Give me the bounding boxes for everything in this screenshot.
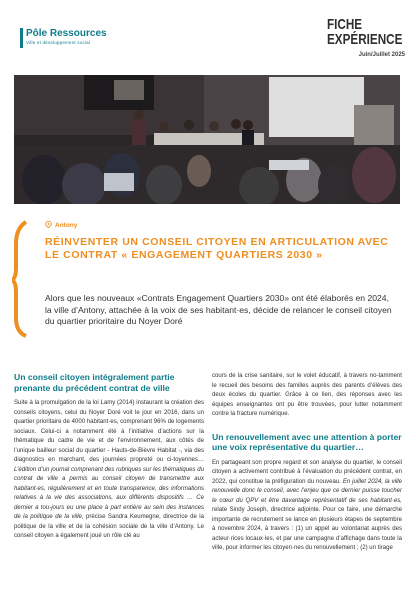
article-title: RÉINVENTER UN CONSEIL CITOYEN EN ARTICULATION AVEC LE CONTRAT « ENGAGEMENT QUARTIERS 2030 » bbox=[45, 236, 389, 261]
orange-brace-decoration bbox=[12, 218, 30, 338]
location-pin-icon bbox=[45, 221, 52, 228]
meeting-photo-illustration bbox=[14, 75, 400, 204]
right-column bbox=[212, 372, 402, 554]
article-intro: Alors que les nouveaux «Contrats Engagement Quartiers 2030» ont été élaborés en 2024, la ville d’Antony, attachée à la voix de ses habitant·es, décide de relancer le conseil citoyen du quartier prioritaire du Noyer Doré bbox=[45, 293, 392, 326]
section-1-continuation: cours de la crise sanitaire, sur le volet éducatif, à travers no-tamment le recueil des besoins des familles auprès des parents d’élèves des deux écoles du quartier. Grâce à ce lien, des réponses avec les équipes enseignantes ont pu être trouvées, pour lutter notamment contre la fracture numérique. bbox=[212, 373, 402, 417]
left-column bbox=[14, 372, 204, 542]
document-type bbox=[327, 17, 405, 63]
pole-ressources-logo bbox=[20, 26, 120, 52]
section-2-paragraph bbox=[212, 459, 402, 554]
section-2-text-tail: relate Sindy Joseph, directrice adjointe. Pour ce faire, une démarche importante de recrutement se lance en plusieurs étapes de septembre à novembre 2024, à travers : (1) un appel au volontariat auprès des acteur·rices locaux·les, et par une campagne d’affichage dans toute la ville, pour informer les citoyen·nes du renouvellement ; (2) un tirage bbox=[212, 507, 402, 551]
location-label: Antony bbox=[55, 222, 78, 229]
section-2-quote: En juillet 2024, la ville renouvelle donc le conseil, avec l’enjeu que ce dernier puisse toucher le cœur du QPV et être davantage représentatif de ses habitant·es, bbox=[212, 478, 402, 504]
doc-type-line2: EXPÉRIENCE bbox=[327, 31, 403, 48]
section-1-quote: L’édition d’un journal comprenant des rubriques sur les thématiques du contrat de ville a permis au conseil citoyen de transmettre aux habitant·es, régulièrement et en toute transparence, des informations relatives à la vie des associations, aux différents dispositifs … Ce dernier a tou-jours eu une place à part entière au sein des instances de la politique de la ville, bbox=[14, 466, 204, 520]
section-1-text: Suite à la promulgation de la loi Lamy (2014) instaurant la création des conseils citoyens, celui du Noyer Doré voit le jour en 2016, dans un quartier prioritaire de 4000 habitant·es, comprenant 96% de logements sociaux. Celui-ci a notamment été à l’initiative d’actions sur la thématique du cadre de vie et de l’environnement, aux côtés de l’unique bailleur social du quartier - Hauts-de-Bièvre Habitat -, via des diagnostics en marchant, des journées propreté ou ci-toyennes… bbox=[14, 400, 204, 463]
doc-type-line1: FICHE bbox=[327, 16, 363, 33]
publication-date: Juin/Juillet 2025 bbox=[358, 52, 405, 58]
location-tag bbox=[45, 221, 77, 229]
section-1-paragraph bbox=[14, 399, 204, 542]
section-heading-1: Un conseil citoyen intégralement partie prenante du précédent contrat de ville bbox=[14, 372, 175, 393]
page-header bbox=[0, 0, 416, 72]
meeting-photo bbox=[14, 75, 400, 204]
section-heading-2: Un renouvellement avec une attention à porter une voix représentative du quartier… bbox=[212, 431, 402, 452]
logo-tagline: Ville et développement social bbox=[26, 40, 91, 45]
logo-bar bbox=[20, 28, 23, 48]
logo-name: Pôle Ressources bbox=[26, 28, 107, 39]
section-1-text-tail: précise Sandra Keumegne, directrice de la politique de la ville et de la cohésion sociale de la ville d’Antony. Le conseil citoyen a également joué un rôle clé au bbox=[14, 514, 204, 539]
section-2-text: En partageant son propre regard et son analyse du quartier, le conseil citoyen a activement contribué à l’évaluation du précédent contrat, en 2022, qui constitue la préfiguration du nouveau. bbox=[212, 459, 402, 485]
